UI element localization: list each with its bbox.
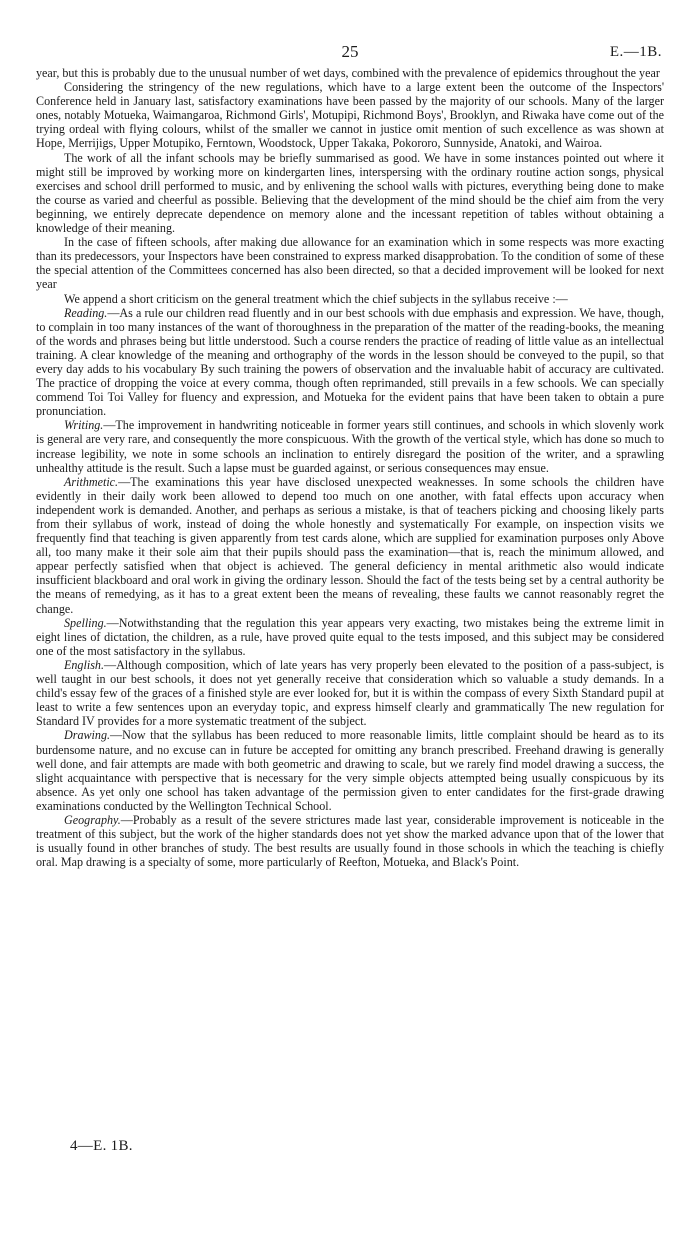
paragraph-text: In the case of fifteen schools, after making due allowance for an examination which in some respects was more exacting than its predecessors, your Inspectors have been constrained to express marked disapprobation. To the condition of some of these the special attention of the Committees concerned has also been directed, so that a decided improvement will be looked for next year [36, 235, 664, 292]
paragraph [36, 66, 664, 80]
subject-paragraph-english [36, 658, 664, 728]
body-text [36, 66, 664, 869]
subject-paragraph-geography [36, 813, 664, 869]
subject-heading: Drawing. [64, 728, 111, 743]
page-number: 25 [341, 42, 359, 61]
paragraph-text: year, but this is probably due to the unusual number of wet days, combined with the prevalence of epidemics throughout the year [36, 66, 660, 80]
paragraph-text: —Although composition, which of late years has very properly been elevated to the position of a pass-subject, is well taught in our best schools, it does not yet generally receive that consideration which so valuable a study demands. In a child's essay few of the graces of a finished style are ever looked for, but it is within the compass of every Sixth Standard pupil at least to write a few sentences upon an everyday topic, and express himself clearly and grammatically The new regulation for Standard IV provides for a more systematic treatment of the subject. [36, 657, 664, 729]
subject-paragraph-arithmetic [36, 475, 664, 616]
page-reference: E.—1B. [609, 44, 662, 60]
paragraph-text: —The examinations this year have disclosed unexpected weaknesses. In some schools the children have evidently in their daily work been allowed to depend too much on one another, with fatal effects upon accuracy when independent work is demanded. Another, and perhaps as serious a mistake, is that of teachers picking and choosing likely parts from their syllabus of work, instead of doing the whole honestly and systematically For example, on inspection visits we frequently find that teaching is given apparently from test cards alone, which are supplied for examination purposes only Above all, too many make it their sole aim that their pupils should pass the examination—that is, reach the minimum allowed, and appear perfectly satisfied when that object is achieved. The general deficiency in mental arithmetic also would indicate insufficient blackboard and oral work in giving the ordinary lesson. Should the fact of the tests being set by a central authority be the means of remedying, as it has to a great extent been the means of revealing, these faults we cannot reasonably regret the change. [36, 474, 664, 616]
subject-heading: Arithmetic. [64, 474, 119, 489]
paragraph-text: —As a rule our children read fluently and in our best schools with due emphasis and expression. We have, though, to complain in too many instances of the want of thoroughness in the preparation of the matter of the reading-books, the meaning of the words and phrases being but little understood. Such a course renders the practice of reading of little value as an intellectual training. A clear knowledge of the meaning and orthography of the words in the lesson should be conveyed to the pupil, so that every day adds to his vocabulary By such training the powers of observation and the invaluable habit of accuracy are cultivated. The practice of dropping the voice at every comma, though often reprimanded, still prevails in a few schools. We can specially commend Toi Toi Valley for fluency and expression, and Motueka for the evident pains that have been taken to obtain a pure pronunciation. [36, 305, 664, 419]
paragraph [36, 80, 664, 150]
paragraph-text: We append a short criticism on the general treatment which the chief subjects in the syllabus receive :— [64, 291, 568, 306]
subject-heading: Spelling. [64, 615, 107, 630]
subject-paragraph-drawing [36, 728, 664, 813]
subject-heading: Geography. [64, 812, 121, 827]
subject-paragraph-writing [36, 418, 664, 474]
paragraph [36, 235, 664, 291]
paragraph-text: The work of all the infant schools may be briefly summarised as good. We have in some instances pointed out where it might still be improved by working more on kindergarten lines, interspersing with the ordinary routine action songs, physical exercises and school drill performed to music, and by enlivening the school walls with pictures, everything being done to make the course as varied and cheerful as possible. Believing that the development of the mind should be the chief aim from the very beginning, we entirely deprecate dependence on memory alone and the incessant repetition of tables without obtaining a knowledge of their meaning. [36, 150, 664, 236]
paragraph-text: —Notwithstanding that the regulation this year appears very exacting, two mistakes being the extreme limit in eight lines of dictation, the children, as a rule, have proved quite equal to the tests imposed, and this subject may be considered one of the most satisfactory in the syllabus. [36, 615, 664, 658]
paragraph [36, 292, 664, 306]
signature-mark: 4—E. 1B. [70, 1138, 133, 1154]
page-header [36, 40, 664, 64]
paragraph-text: —Probably as a result of the severe strictures made last year, considerable improvement is noticeable in the treatment of this subject, but the work of the higher standards does not yet show the marked advance upon that of the lower that is usually found in other branches of study. The best results are usually found in those schools in which the teaching is chiefly oral. Map drawing is a specialty of some, more particularly of Reefton, Motueka, and Black's Point. [36, 812, 664, 870]
subject-paragraph-spelling [36, 616, 664, 658]
paragraph [36, 151, 664, 236]
subject-heading: Writing. [64, 418, 104, 433]
paragraph-text: —The improvement in handwriting noticeable in former years still continues, and schools in which slovenly work is general are very rare, and consequently the more conspicuous. With the growth of the vertical style, which has done so much to increase legibility, we note in some schools an inclination to entirely disregard the position of the writer, and a sprawling unhealthy attitude is the result. Such a lapse must be guarded against, or serious consequences may ensue. [36, 418, 664, 475]
paragraph-text: Considering the stringency of the new regulations, which have to a large extent been the outcome of the Inspectors' Conference held in January last, satisfactory examinations have been passed by the majority of our schools. Many of the larger ones, notably Motueka, Waimangaroa, Richmond Girls', Motupipi, Richmond Boys', Brooklyn, and Riwaka have come out of the trying ordeal with flying colours, whilst of the smaller we cannot in justice omit mention of such excellence as was shown at Hope, Merrijigs, Upper Motupiko, Ferntown, Woodstock, Upper Takaka, Pokororo, Sunnyside, Anatoki, and Wairoa. [36, 80, 664, 151]
subject-heading: Reading. [64, 305, 108, 320]
subject-heading: English. [64, 657, 104, 672]
paragraph-text: —Now that the syllabus has been reduced to more reasonable limits, little complaint should be heard as to its burdensome nature, and no excuse can in future be accepted for omitting any branch prescribed. Freehand drawing is generally well done, and fair attempts are made with both geometric and drawing to scale, but we rarely find model drawing a success, the slight acquaintance with perspective that is necessary for the very simple objects attempted being usually conspicuous by its absence. As yet only one school has taken advantage of the permission given to enter candidates for the first-grade drawing examinations conducted by the Wellington Technical School. [36, 728, 664, 813]
subject-paragraph-reading [36, 306, 664, 419]
